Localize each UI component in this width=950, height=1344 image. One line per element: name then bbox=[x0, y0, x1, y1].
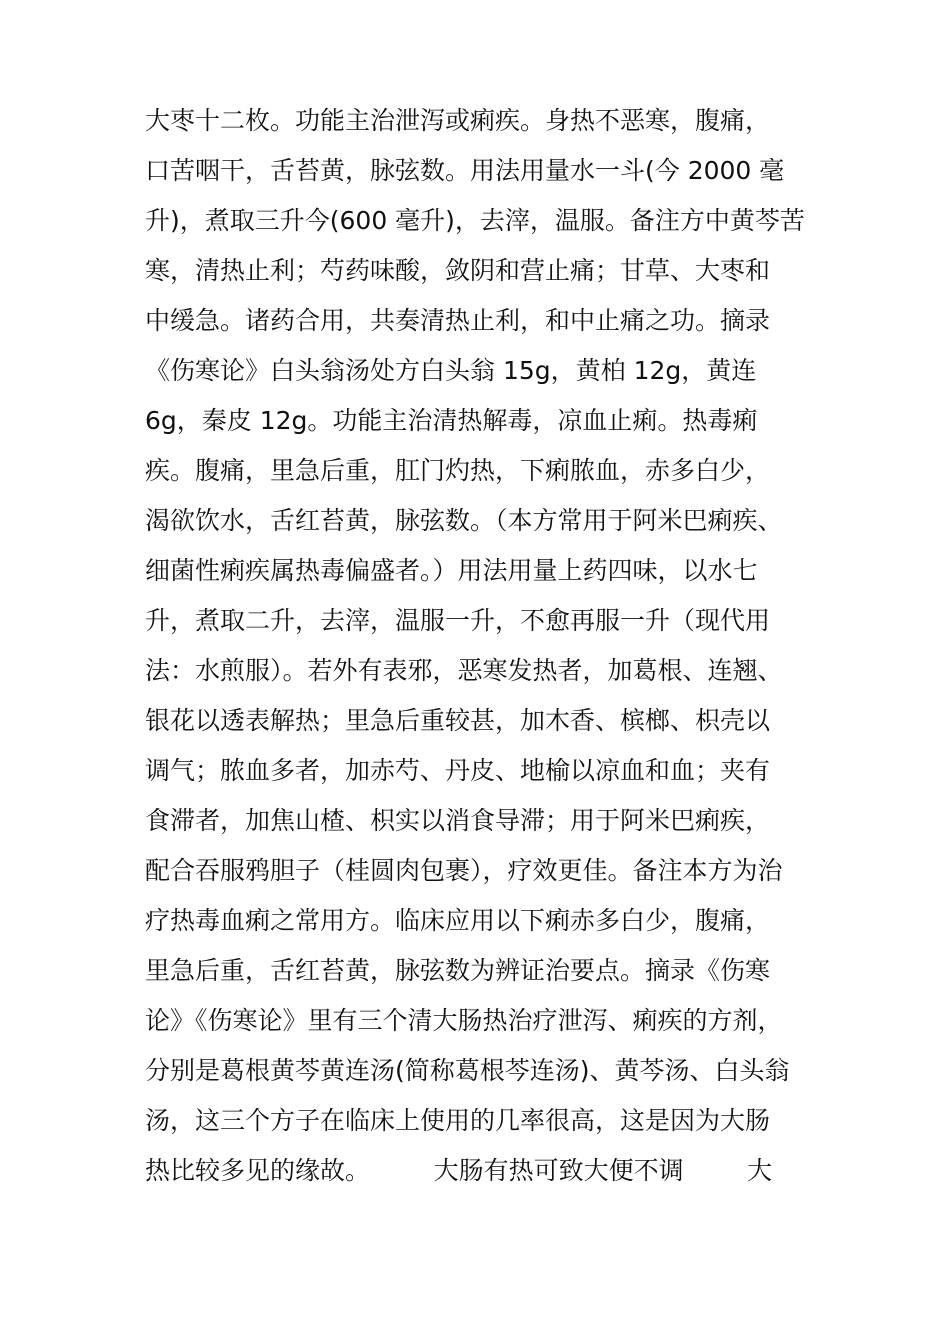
text-line: 热比较多见的缘故。 大肠有热可致大便不调 大 bbox=[145, 1156, 773, 1185]
text-line: 汤，这三个方子在临床上使用的几率很高，这是因为大肠 bbox=[145, 1106, 771, 1135]
text-line: 升)，煮取三升今(600 毫升)，去滓，温服。备注方中黄芩苦 bbox=[145, 206, 805, 235]
text-line: 配合吞服鸦胆子（桂圆肉包裹），疗效更佳。备注本方为治 bbox=[145, 856, 783, 885]
text-line: 渴欲饮水，舌红苔黄，脉弦数。（本方常用于阿米巴痢疾、 bbox=[145, 506, 783, 535]
text-line: 食滞者，加焦山楂、枳实以消食导滞；用于阿米巴痢疾， bbox=[145, 806, 771, 835]
text-line: 升，煮取二升，去滓，温服一升，不愈再服一升（现代用 bbox=[145, 606, 771, 635]
text-line: 寒，清热止利；芍药味酸，敛阴和营止痛；甘草、大枣和 bbox=[145, 256, 771, 285]
text-line: 调气；脓血多者，加赤芍、丹皮、地榆以凉血和血；夹有 bbox=[145, 756, 771, 785]
text-line: 法：水煎服）。若外有表邪，恶寒发热者，加葛根、连翘、 bbox=[145, 656, 783, 685]
text-line: 口苦咽干，舌苔黄，脉弦数。用法用量水一斗(今 2000 毫 bbox=[145, 156, 785, 185]
text-line: 分别是葛根黄芩黄连汤(简称葛根芩连汤)、黄芩汤、白头翁 bbox=[145, 1056, 790, 1085]
text-line: 细菌性痢疾属热毒偏盛者。）用法用量上药四味，以水七 bbox=[145, 556, 758, 585]
text-line: 6g，秦皮 12g。功能主治清热解毒，凉血止痢。热毒痢 bbox=[145, 406, 758, 435]
text-line: 里急后重，舌红苔黄，脉弦数为辨证治要点。摘录《伤寒 bbox=[145, 956, 771, 985]
text-line: 《伤寒论》白头翁汤处方白头翁 15g，黄柏 12g，黄连 bbox=[145, 356, 757, 385]
text-line: 大枣十二枚。功能主治泄泻或痢疾。身热不恶寒，腹痛， bbox=[145, 106, 771, 135]
text-line: 中缓急。诸药合用，共奏清热止利，和中止痛之功。摘录 bbox=[145, 306, 771, 335]
text-line: 银花以透表解热；里急后重较甚，加木香、槟榔、枳壳以 bbox=[145, 706, 771, 735]
text-line: 疗热毒血痢之常用方。临床应用以下痢赤多白少，腹痛， bbox=[145, 906, 771, 935]
body-text bbox=[145, 96, 815, 1196]
text-line: 论》《伤寒论》里有三个清大肠热治疗泄泻、痢疾的方剂， bbox=[145, 1006, 783, 1035]
text-line: 疾。腹痛，里急后重，肛门灼热，下痢脓血，赤多白少， bbox=[145, 456, 771, 485]
